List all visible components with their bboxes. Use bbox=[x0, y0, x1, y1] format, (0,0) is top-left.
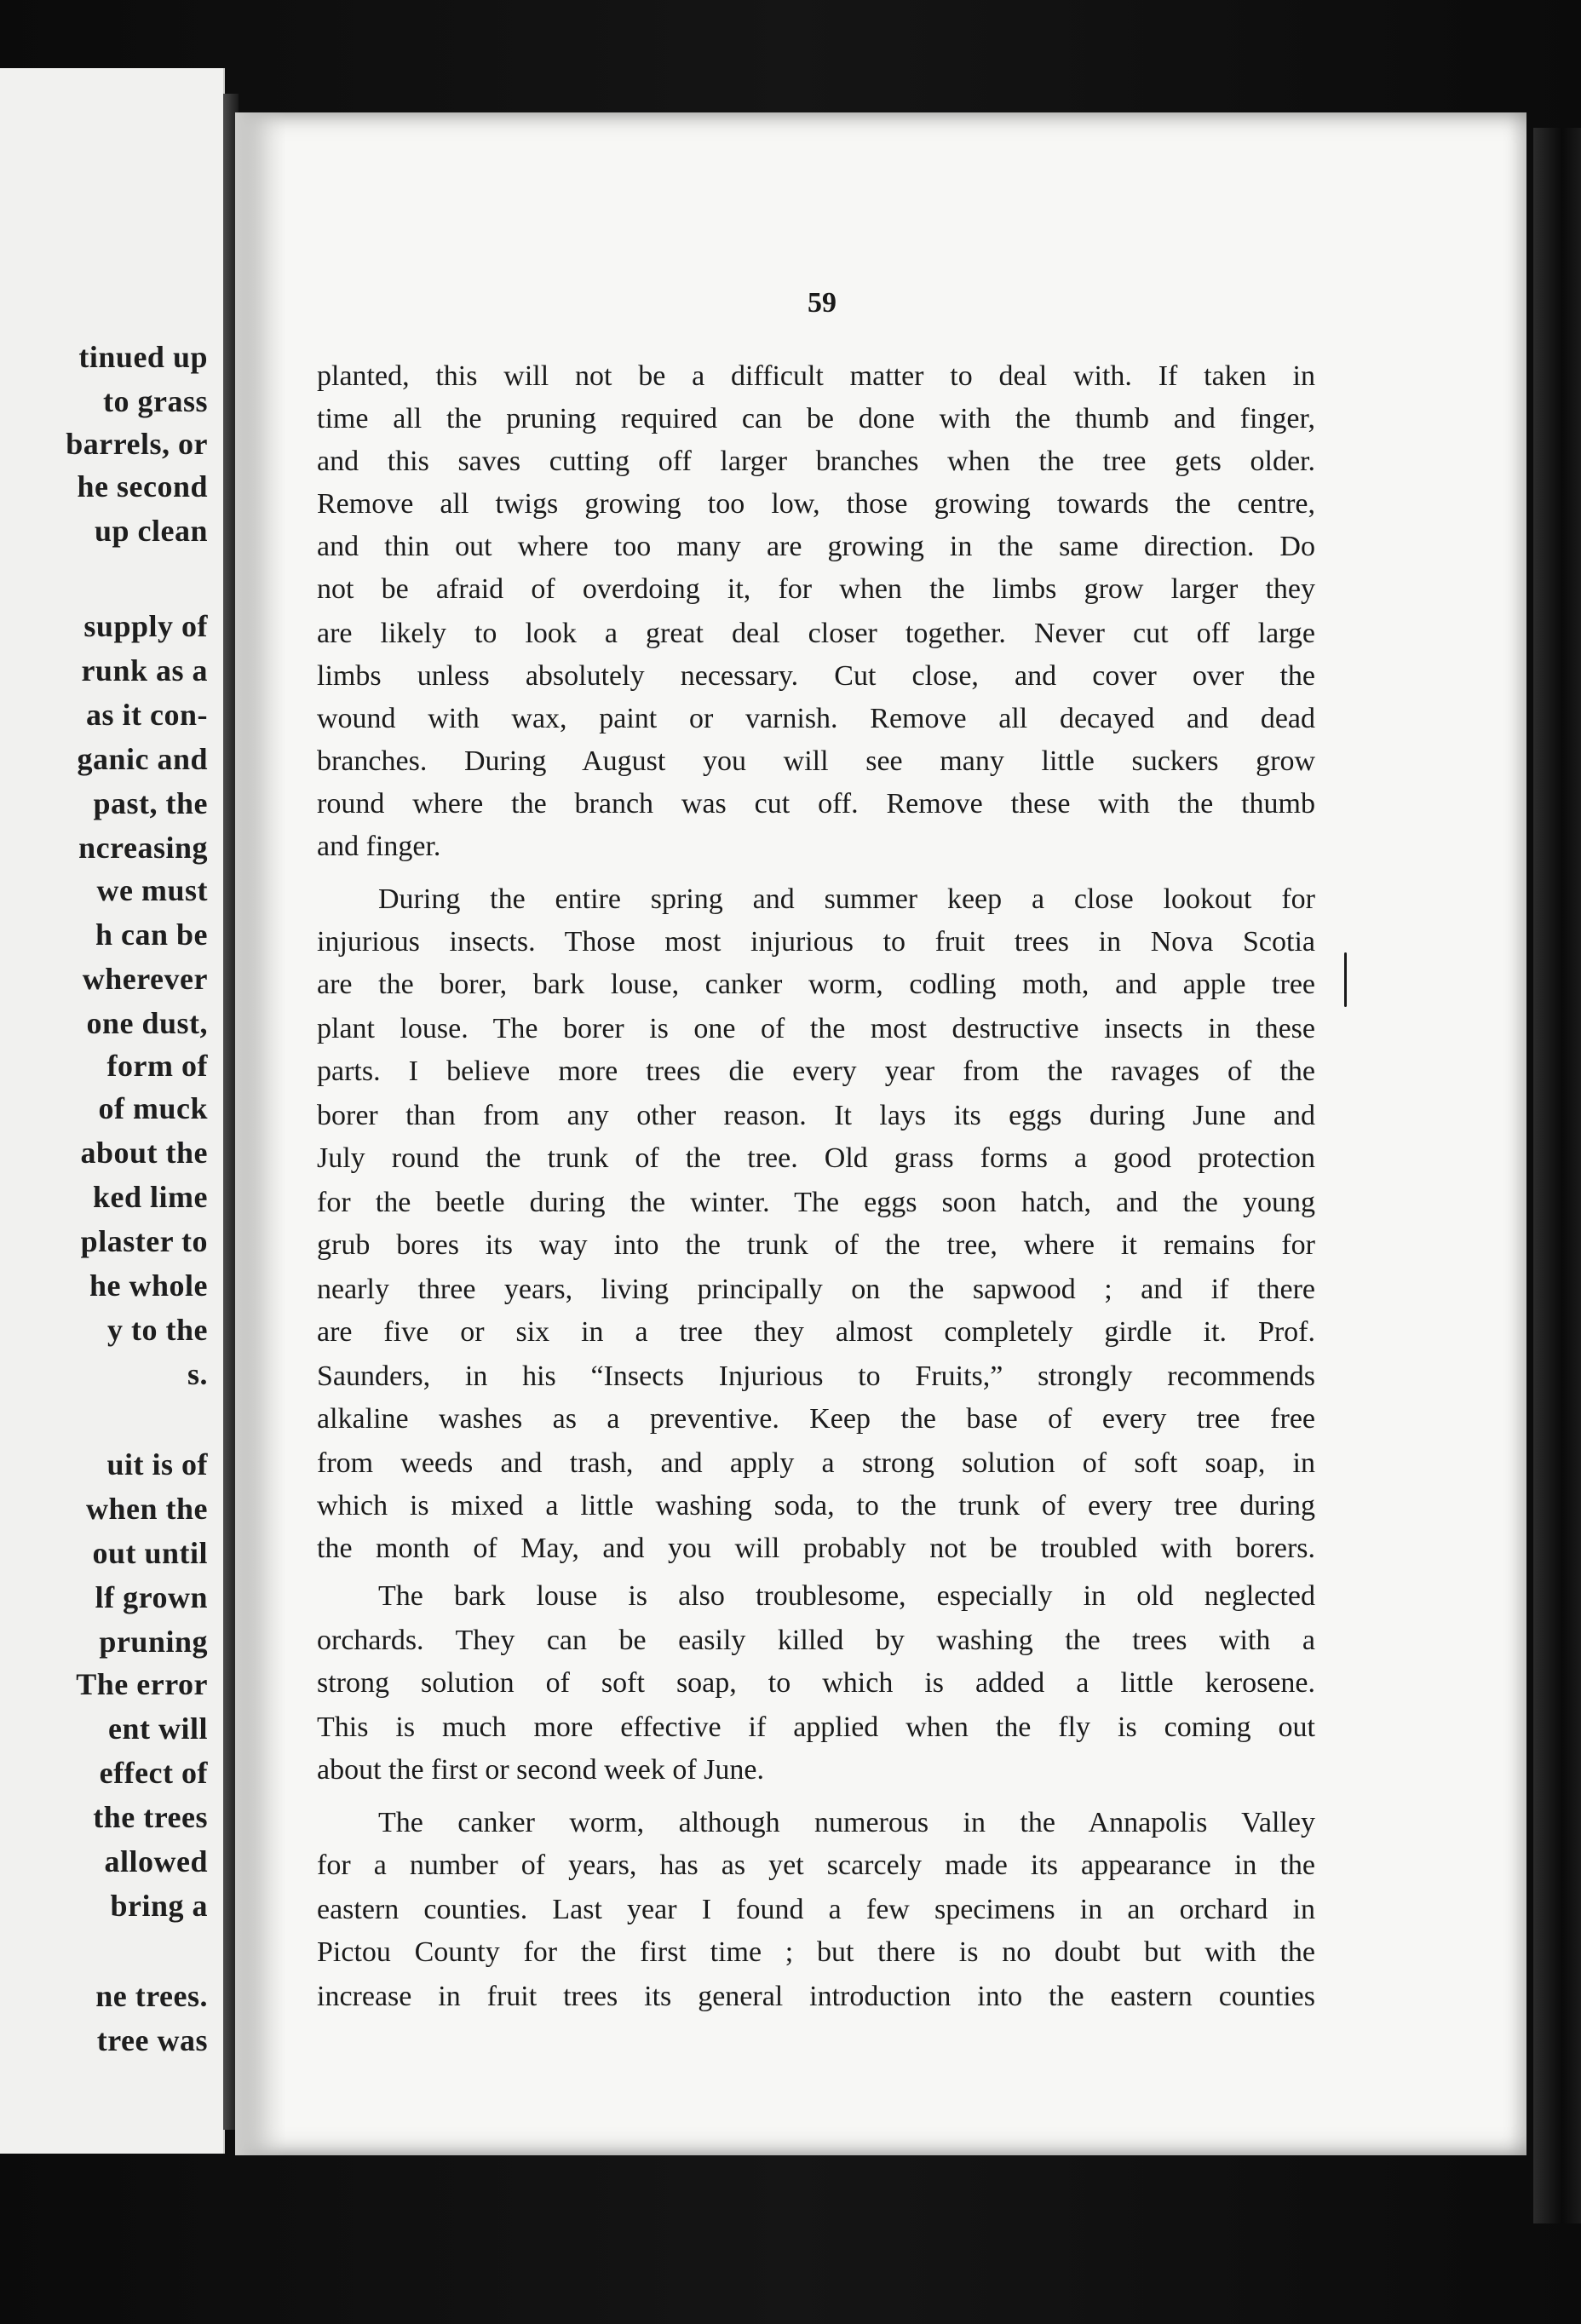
book-edge bbox=[1533, 128, 1581, 2223]
text-line: for the beetle during the winter. The eggs soon hatch, and the young bbox=[317, 1187, 1315, 1218]
previous-page-line: supply of bbox=[83, 609, 208, 643]
previous-page-line: s. bbox=[187, 1357, 208, 1391]
text-line: limbs unless absolutely necessary. Cut close, and cover over the bbox=[317, 660, 1315, 692]
text-line: plant louse. The borer is one of the most destructive insects in these bbox=[317, 1013, 1315, 1044]
text-line: grub bores its way into the trunk of the tree, where it remains for bbox=[317, 1229, 1315, 1261]
margin-pencil-mark bbox=[1344, 952, 1347, 1007]
text-line: This is much more effective if applied when the fly is coming out bbox=[317, 1711, 1315, 1743]
text-line: nearly three years, living principally on the sapwood ; and if there bbox=[317, 1274, 1315, 1305]
text-line: planted, this will not be a difficult matter to deal with. If taken in bbox=[317, 360, 1315, 392]
previous-page-line: lf grown bbox=[95, 1580, 208, 1614]
page-gutter bbox=[235, 112, 286, 2155]
previous-page-line: ne trees. bbox=[95, 1979, 208, 2013]
text-line: Remove all twigs growing too low, those growing towards the centre, bbox=[317, 488, 1315, 520]
text-line: round where the branch was cut off. Remove these with the thumb bbox=[317, 788, 1315, 820]
text-line: orchards. They can be easily killed by washing the trees with a bbox=[317, 1625, 1315, 1656]
text-line: strong solution of soft soap, to which is added a little kerosene. bbox=[317, 1667, 1315, 1699]
previous-page-line: ent will bbox=[108, 1711, 208, 1746]
previous-page-line: past, the bbox=[93, 786, 208, 820]
previous-page bbox=[0, 68, 225, 2154]
previous-page-line: about the bbox=[80, 1136, 208, 1170]
previous-page-line: when the bbox=[85, 1492, 208, 1526]
paragraph-first-line: The canker worm, although numerous in the Annapolis Valley bbox=[378, 1807, 1315, 1838]
previous-page-line: as it con- bbox=[86, 698, 208, 732]
previous-page-line: h can be bbox=[95, 918, 208, 952]
text-line: borer than from any other reason. It lays its eggs during June and bbox=[317, 1100, 1315, 1131]
previous-page-line: the trees bbox=[93, 1800, 208, 1834]
previous-page-line: effect of bbox=[99, 1756, 208, 1790]
text-line: the month of May, and you will probably not be troubled with borers. bbox=[317, 1533, 1315, 1564]
text-line: are the borer, bark louse, canker worm, codling moth, and apple tree bbox=[317, 969, 1315, 1000]
previous-page-line: he whole bbox=[89, 1268, 208, 1303]
text-line: Saunders, in his “Insects Injurious to Fruits,” strongly recommends bbox=[317, 1360, 1315, 1392]
text-line: July round the trunk of the tree. Old grass forms a good protection bbox=[317, 1142, 1315, 1174]
previous-page-line: ganic and bbox=[77, 742, 208, 776]
paragraph-first-line: During the entire spring and summer keep a close lookout for bbox=[378, 883, 1315, 915]
previous-page-line: we must bbox=[96, 873, 208, 907]
previous-page-line: The error bbox=[76, 1667, 208, 1701]
previous-page-line: to grass bbox=[103, 384, 208, 418]
text-line: alkaline washes as a preventive. Keep the base of every tree free bbox=[317, 1403, 1315, 1435]
previous-page-line: ncreasing bbox=[78, 831, 208, 865]
text-line: and this saves cutting off larger branches when the tree gets older. bbox=[317, 446, 1315, 477]
previous-page-line: he second bbox=[77, 469, 208, 503]
text-line: injurious insects. Those most injurious to fruit trees in Nova Scotia bbox=[317, 926, 1315, 958]
text-line: wound with wax, paint or varnish. Remove all decayed and dead bbox=[317, 703, 1315, 734]
text-line: time all the pruning required can be done with the thumb and finger, bbox=[317, 403, 1315, 434]
previous-page-line: tree was bbox=[96, 2023, 208, 2057]
previous-page-line: tinued up bbox=[78, 340, 208, 374]
paragraph-first-line: The bark louse is also troublesome, especially in old neglected bbox=[378, 1580, 1315, 1612]
text-line: are likely to look a great deal closer together. Never cut off large bbox=[317, 618, 1315, 649]
text-line: eastern counties. Last year I found a few specimens in an orchard in bbox=[317, 1894, 1315, 1925]
text-line: are five or six in a tree they almost completely girdle it. Prof. bbox=[317, 1316, 1315, 1348]
previous-page-line: of muck bbox=[98, 1091, 208, 1125]
text-line: increase in fruit trees its general introduction into the eastern counties bbox=[317, 1981, 1315, 2012]
text-line: branches. During August you will see many little suckers grow bbox=[317, 745, 1315, 777]
previous-page-line: wherever bbox=[82, 962, 208, 996]
previous-page-line: one dust, bbox=[86, 1006, 208, 1040]
previous-page-line: bring a bbox=[110, 1889, 208, 1923]
text-line: parts. I believe more trees die every year from the ravages of the bbox=[317, 1056, 1315, 1087]
previous-page-line: up clean bbox=[94, 514, 208, 548]
previous-page-line: y to the bbox=[107, 1313, 208, 1347]
previous-page-line: barrels, or bbox=[66, 427, 208, 461]
text-line: not be afraid of overdoing it, for when the limbs grow larger they bbox=[317, 573, 1315, 605]
previous-page-line: ked lime bbox=[93, 1180, 208, 1214]
previous-page-line: uit is of bbox=[106, 1447, 208, 1481]
previous-page-line: pruning bbox=[99, 1625, 208, 1659]
previous-page-line: runk as a bbox=[81, 653, 208, 687]
previous-page-line: form of bbox=[106, 1049, 208, 1083]
previous-page-line: out until bbox=[92, 1536, 208, 1570]
text-line: and finger. bbox=[317, 831, 441, 862]
text-line: Pictou County for the first time ; but there is no doubt but with the bbox=[317, 1936, 1315, 1968]
page-number: 59 bbox=[808, 287, 836, 319]
text-line: from weeds and trash, and apply a strong solution of soft soap, in bbox=[317, 1447, 1315, 1479]
text-line: for a number of years, has as yet scarcely made its appearance in the bbox=[317, 1849, 1315, 1881]
previous-page-line: plaster to bbox=[80, 1224, 208, 1258]
text-line: and thin out where too many are growing in the same direction. Do bbox=[317, 531, 1315, 562]
previous-page-line: allowed bbox=[104, 1844, 208, 1878]
text-line: which is mixed a little washing soda, to the trunk of every tree during bbox=[317, 1490, 1315, 1522]
text-line: about the first or second week of June. bbox=[317, 1754, 764, 1786]
